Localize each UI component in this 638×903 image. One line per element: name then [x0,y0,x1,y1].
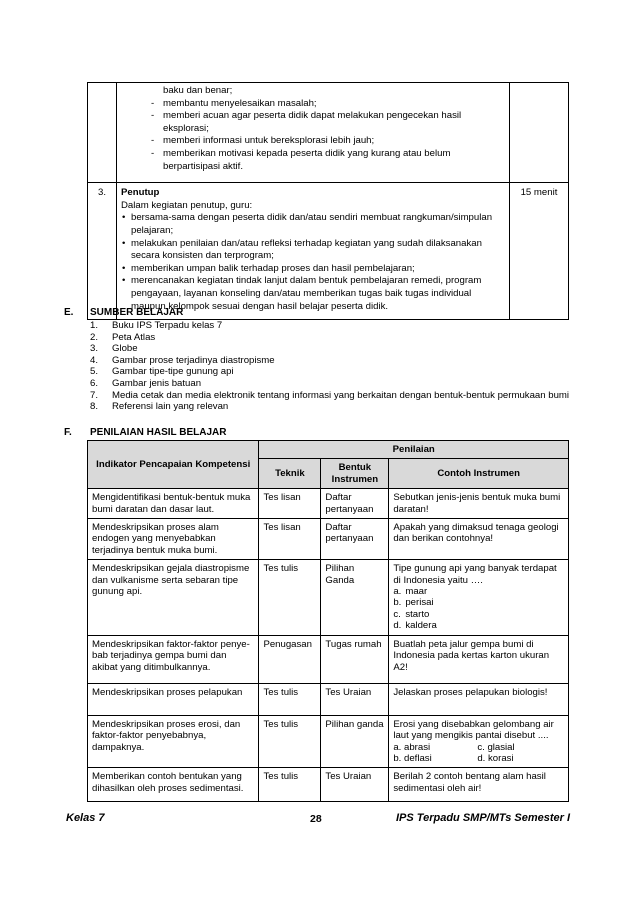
table-row [88,519,569,560]
source-item [90,355,569,367]
technique-cell: Tes tulis [259,768,321,802]
row-number-empty [88,83,117,183]
instrument-form-cell: Pilihan Ganda [321,560,389,635]
technique-cell: Tes tulis [259,683,321,715]
example-question: Sebutkan jenis-jenis bentuk muka bumi daratan! [393,492,561,515]
technique-cell: Tes tulis [259,560,321,635]
instrument-example-cell [389,635,569,683]
source-number: 8. [90,401,99,413]
example-question: Tipe gunung api yang banyak terdapat di Indonesia yaitu …. [393,563,557,586]
list-item: berpartisipasi aktif. [163,160,243,172]
source-item [90,332,569,344]
list-item: - membantu menyelesaikan masalah; [151,98,503,111]
example-question: Jelaskan proses pelapukan biologis! [393,686,548,698]
assessment-table [87,440,569,802]
answer-option: c. glasial [477,741,515,753]
row-number: 3. [88,183,117,320]
indicator-cell: Mendeskripsikan proses pelapukan [88,683,259,715]
source-number: 3. [90,343,99,355]
instrument-form-cell: Tes Uraian [321,768,389,802]
technique-cell: Tes tulis [259,715,321,768]
bullet-item: • merencanakan kegiatan tindak lanjut dalam bentuk pembelajaran remedi, program pengayaan, layanan konseling dan/atau memberikan tugas baik tugas individual maupun kelompok sesuai dengan hasil belajar peserta didik. [121,275,503,313]
indicator-cell: Memberikan contoh bentukan yang dihasilkan oleh proses sedimentasi. [88,768,259,802]
instrument-form-cell: Tugas rumah [321,635,389,683]
header-teknik: Teknik [259,459,321,489]
section-e-title: SUMBER BELAJAR [90,307,184,318]
option-text: starto [405,608,430,620]
example-question: Apakah yang dimaksud tenaga geologi dan berikan contohnya! [393,522,559,545]
section-e-letter: E. [64,307,74,318]
instrument-form-cell: Tes Uraian [321,683,389,715]
phase-title: Penutup [121,187,160,199]
example-question: Erosi yang disebabkan gelombang air laut yang mengikis pantai disebut .... [393,718,554,742]
instrument-example-cell [389,560,569,635]
source-text: Peta Atlas [112,331,156,343]
header-penilaian: Penilaian [259,441,569,459]
indicator-cell: Mendeskripsikan proses alam endogen yang menyebabkan terjadinya bentuk muka bumi. [88,519,259,560]
instrument-form-cell: Pilihan ganda [321,715,389,768]
answer-option: a. abrasi [393,741,431,753]
option-letter: b. [393,597,402,609]
activity-table [87,82,569,320]
list-item: - memberi informasi untuk bereksplorasi lebih jauh; [151,135,503,148]
phase-time: 15 menit [510,183,569,320]
bullet-item: • melakukan penilaian dan/atau refleksi terhadap kegiatan yang sudah dilaksanakan secara konsisten dan terprogram; [121,238,503,263]
indicator-cell: Mendeskripsikan faktor-faktor penye-bab terjadinya gempa bumi dan akibat yang ditimbulkannya. [88,635,259,683]
option-letter: d. [393,620,402,632]
table-row [88,560,569,635]
option-text: perisai [405,597,434,609]
table-row [88,635,569,683]
activity-content-continued [117,83,510,183]
table-row [88,683,569,715]
answer-option [393,586,564,597]
source-number: 7. [90,389,99,401]
option-text: kaldera [405,620,437,632]
section-f-title: PENILAIAN HASIL BELAJAR [90,427,227,438]
answer-option [393,609,564,620]
example-question: Buatlah peta jalur gempa bumi di Indonesia pada kertas karton ukuran A2! [393,638,550,673]
source-text: Gambar tipe-tipe gunung api [112,366,234,378]
option-letter: c. [393,608,401,620]
source-item [90,390,569,402]
option-letter: a. [393,586,402,598]
source-number: 6. [90,377,99,389]
table-row [88,489,569,519]
table-row [88,715,569,768]
bullet-item: • memberikan umpan balik terhadap proses dan hasil pembelajaran; [121,263,503,276]
activity-row-penutup [88,183,569,320]
source-item [90,343,569,355]
source-item [90,378,569,390]
technique-cell: Tes lisan [259,489,321,519]
source-text: Referensi lain yang relevan [112,401,229,413]
answer-option-row [393,753,564,764]
source-number: 1. [90,320,99,331]
list-item: - memberi acuan agar peserta didik dapat melakukan pengecekan hasil eksplorasi; [151,110,503,135]
instrument-example-cell [389,489,569,519]
source-number: 2. [90,331,99,343]
table-row [88,768,569,802]
indicator-cell: Mengidentifikasi bentuk-bentuk muka bumi daratan dan dasar laut. [88,489,259,519]
footer-subject: IPS Terpadu SMP/MTs Semester I [396,812,571,824]
instrument-form-cell: Daftar pertanyaan [321,519,389,560]
instrument-example-cell [389,768,569,802]
section-f-letter: F. [64,427,72,438]
source-text: Gambar jenis batuan [112,377,202,389]
list-item: baku dan benar; [163,85,233,96]
source-item [90,320,569,332]
time-empty [510,83,569,183]
footer-class: Kelas 7 [66,812,105,824]
answer-option [393,597,564,608]
source-number: 4. [90,354,99,366]
instrument-example-cell [389,683,569,715]
assessment-body [88,489,569,802]
penutup-content [117,183,510,320]
bullet-item: • bersama-sama dengan peserta didik dan/atau sendiri membuat rangkuman/simpulan pelajaran; [121,212,503,237]
source-item [90,366,569,378]
footer-page-number: 28 [310,813,322,825]
indicator-cell: Mendeskripsikan proses erosi, dan faktor-faktor penyebabnya, dampaknya. [88,715,259,768]
assessment-header-row-1 [88,441,569,459]
instrument-form-cell: Daftar pertanyaan [321,489,389,519]
list-item: - memberikan motivasi kepada peserta didik yang kurang atau belum [151,148,503,161]
source-text: Globe [112,343,138,355]
source-text: Buku IPS Terpadu kelas 7 [112,320,223,331]
learning-sources-list [90,320,569,413]
indicator-cell: Mendeskripsikan gejala diastropisme dan vulkanisme serta sebaran tipe gunung api. [88,560,259,635]
technique-cell: Penugasan [259,635,321,683]
continued-list [117,83,509,182]
source-number: 5. [90,366,99,378]
answer-option: d. korasi [477,752,514,764]
phase-intro: Dalam kegiatan penutup, guru: [121,199,253,211]
source-text: Gambar prose terjadinya diastropisme [112,354,275,366]
header-indikator: Indikator Pencapaian Kompetensi [88,441,259,489]
header-contoh: Contoh Instrumen [389,459,569,489]
source-item [90,401,569,413]
answer-option [393,620,564,631]
header-bentuk: Bentuk Instrumen [321,459,389,489]
instrument-example-cell [389,715,569,768]
activity-row-continued [88,83,569,183]
technique-cell: Tes lisan [259,519,321,560]
source-text: Media cetak dan media elektronik tentang informasi yang berkaitan dengan bentuk-bentuk permukaan bumi [112,389,570,401]
option-text: maar [405,586,428,598]
answer-option: b. deflasi [393,752,432,764]
answer-option-row [393,742,564,753]
instrument-example-cell [389,519,569,560]
penutup-bullet-list [121,212,503,313]
example-question: Berilah 2 contoh bentang alam hasil sedimentasi oleh air! [393,771,546,794]
